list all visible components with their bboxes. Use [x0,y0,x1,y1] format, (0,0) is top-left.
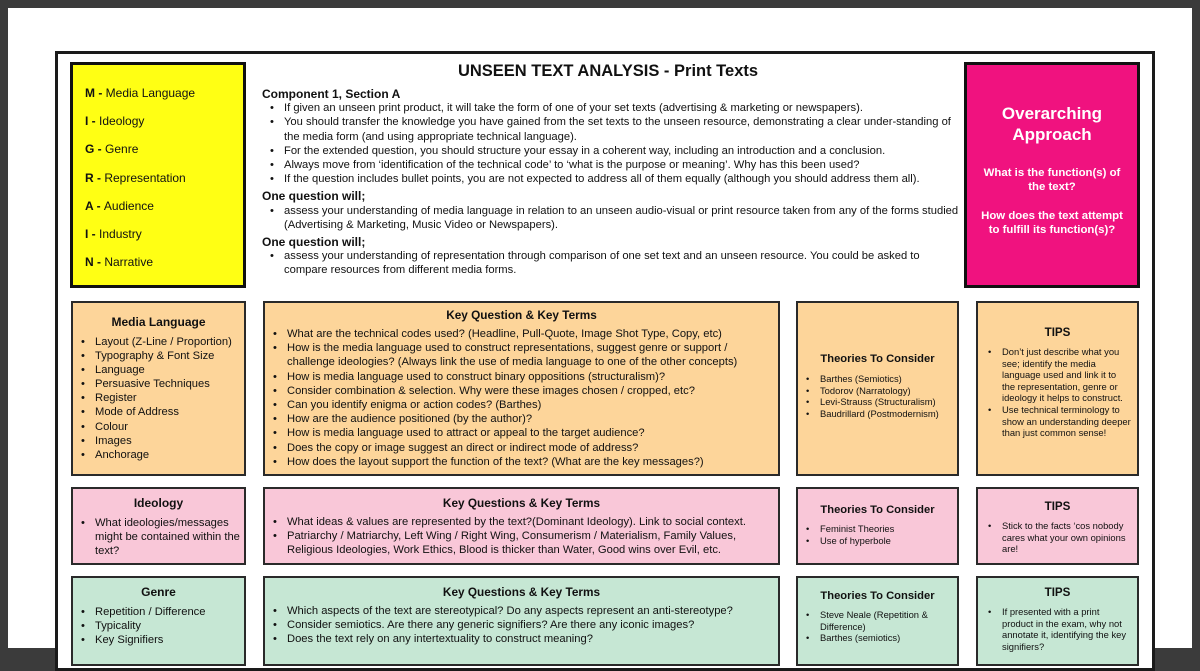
ideology-list [77,516,240,558]
intro-bullet: • Always move from ‘identification of the technical code’ to ‘what is the purpose or meaning’. Why has this been used? [284,158,962,172]
media-language-theory: • Barthes (Semiotics) [820,373,953,385]
genre-tips-box [976,576,1139,666]
media-language-item: • Anchorage [95,448,240,462]
genre-list [77,605,240,647]
ideology-theory: • Use of hyperbole [820,535,953,547]
genre-kq-item: • Consider semiotics. Are there any generic signifiers? Are there any iconic images? [287,618,772,632]
genre-item: • Typicality [95,619,240,633]
mnemonic-label: Industry [99,226,142,241]
mnemonic-dash: - [88,226,100,241]
media-language-theory: • Todorov (Narratology) [820,385,953,397]
mnemonic-item [85,248,243,276]
ideology-tips-list [984,520,1131,555]
mnemonic-box [70,62,246,288]
media-language-kq-item: • How is media language used to construct binary oppositions (structuralism)? [287,370,772,384]
mnemonic-letter: A [85,198,94,213]
question-two-heading: One question will; [262,235,366,250]
media-language-kq-item: • What are the technical codes used? (Headline, Pull-Quote, Image Shot Type, Copy, etc) [287,327,772,341]
genre-kq-item: • Which aspects of the text are stereotypical? Do any aspects represent an anti-stereotype? [287,604,772,618]
mnemonic-dash: - [94,142,106,157]
ideology-box [71,487,246,565]
genre-item: • Repetition / Difference [95,605,240,619]
genre-kq-item: • Does the text rely on any intertextuality to construct meaning? [287,632,772,646]
mnemonic-item [85,107,243,135]
mnemonic-item [85,79,243,107]
ideology-theories-title: Theories To Consider [820,504,935,516]
media-language-item: • Persuasive Techniques [95,377,240,391]
mnemonic-label: Ideology [99,114,145,129]
media-language-item: • Colour [95,420,240,434]
intro-bullet: • If given an unseen print product, it will take the form of one of your set texts (advertising & marketing or newspapers). [284,101,962,115]
media-language-kq-item: • How is the media language used to construct representations, suggest genre or support / challenge ideologies? (Always link the use of media language to one of the other concepts) [287,341,772,369]
genre-tip: • If presented with a print product in the exam, why not annotate it, identifying the key signifiers? [1002,606,1131,652]
intro-bullet: • You should transfer the knowledge you have gained from the set texts to the unseen resource, demonstrating a clear under-standing of the media form (and using appropriate technical language). [284,115,962,143]
mnemonic-letter: M [85,86,95,100]
title-block [258,62,958,81]
title-separator: - [659,62,675,80]
mnemonic-letter: R [85,170,94,185]
mnemonic-label: Media Language [105,86,196,100]
mnemonic-item [85,220,243,248]
genre-title: Genre [141,585,176,599]
media-language-theories-list [802,373,953,419]
ideology-theories-list [802,523,953,546]
ideology-kq-item: • Patriarchy / Matriarchy, Left Wing / Right Wing, Consumerism / Materialism, Family Values, Religious Ideologies, Work Ethics, Blood is thicker than Water, Good wins over Evil, etc. [287,529,772,557]
page-title: UNSEEN TEXT ANALYSIS [457,62,660,80]
mnemonic-label: Representation [104,170,186,185]
component-heading: Component 1, Section A [262,87,401,101]
document-sheet [8,8,1192,652]
ideology-title: Ideology [133,496,184,510]
mnemonic-dash: - [93,170,105,185]
intro-bullet: • For the extended question, you should structure your essay in a coherent way, including an introduction and a conclusion. [284,144,962,158]
media-language-kq-item: • How does the layout support the function of the text? (What are the key messages?) [287,455,772,469]
genre-theory: • Barthes (semiotics) [820,632,953,644]
media-language-tips-box [976,301,1139,476]
genre-theory: • Steve Neale (Repetition & Difference) [820,609,953,632]
media-language-theories-title: Theories To Consider [820,353,935,365]
media-language-tips-list [984,346,1131,439]
media-language-kq-item: • Does the copy or image suggest an direct or indirect mode of address? [287,441,772,455]
page-subtitle: Print Texts [674,62,759,80]
ideology-tips-box [976,487,1139,565]
media-language-item: • Images [95,434,240,448]
intro-bullets [262,101,962,186]
media-language-kq-item: • How are the audience positioned (by the author)? [287,412,772,426]
ideology-tips-title: TIPS [1044,500,1071,513]
ideology-tip: • Stick to the facts ‘cos nobody cares what your own opinions are! [1002,520,1131,555]
genre-theories-box [796,576,959,666]
genre-theories-list [802,609,953,644]
mnemonic-dash: - [93,198,104,213]
media-language-tip: • Use technical terminology to show an understanding deeper than just common sense! [1002,404,1131,439]
ideology-item: • What ideologies/messages might be contained within the text? [95,516,240,558]
genre-theories-title: Theories To Consider [820,590,935,602]
media-language-item: • Language [95,363,240,377]
ideology-kq-item: • What ideas & values are represented by the text?(Dominant Ideology). Link to social context. [287,515,772,529]
question-one-bullet: • assess your understanding of media language in relation to an unseen audio-visual or print resource taken from any of the forms studied (Advertising & Marketing, Music Video or Newspapers). [284,204,962,232]
media-language-kq-item: • Can you identify enigma or action codes? (Barthes) [287,398,772,412]
intro-bullet: • If the question includes bullet points, you are not expected to address all of them equally (although you should address them all). [284,172,962,186]
mnemonic-label: Genre [105,142,139,157]
genre-kq-list [271,604,772,647]
ideology-kq-list [271,515,772,558]
media-language-kq-title: Key Question & Key Terms [446,308,597,322]
mnemonic-dash: - [88,114,100,129]
media-language-kq-item: • How is media language used to attract or appeal to the target audience? [287,426,772,440]
media-language-item: • Register [95,391,240,405]
mnemonic-item [85,164,243,192]
media-language-list [77,335,240,462]
media-language-box [71,301,246,476]
media-language-title: Media Language [111,315,206,329]
mnemonic-list [85,79,243,276]
media-language-key-questions-box [263,301,780,476]
genre-box [71,576,246,666]
mnemonic-item [85,192,243,220]
ideology-theory: • Feminist Theories [820,523,953,535]
question-two-bullet: • assess your understanding of representation through comparison of one set text and an unseen resource. You could be asked to compare resources from different media forms. [284,249,962,277]
ideology-theories-box [796,487,959,565]
mnemonic-item [85,135,243,163]
media-language-kq-list [271,327,772,469]
ideology-kq-title: Key Questions & Key Terms [442,496,601,510]
media-language-tip: • Don’t just describe what you see; identify the media language used and link it to the representation, genre or ideology it helps to construct. [1002,346,1131,404]
media-language-item: • Typography & Font Size [95,349,240,363]
mnemonic-label: Narrative [104,255,154,270]
mnemonic-letter: I [85,226,89,241]
media-language-item: • Mode of Address [95,405,240,419]
approach-question-one: What is the function(s) of the text? [983,167,1121,193]
question-one-heading: One question will; [262,189,366,204]
intro-section [262,87,962,278]
mnemonic-dash: - [93,255,105,270]
mnemonic-letter: N [85,255,94,270]
ideology-key-questions-box [263,487,780,565]
mnemonic-label: Audience [103,198,154,213]
mnemonic-dash: - [95,86,106,100]
mnemonic-letter: G [85,142,95,157]
document-border [55,51,1155,671]
genre-kq-title: Key Questions & Key Terms [442,585,601,599]
approach-title: Overarching Approach [1001,104,1103,144]
media-language-tips-title: TIPS [1044,326,1071,339]
genre-tips-list [984,606,1131,652]
media-language-item: • Layout (Z-Line / Proportion) [95,335,240,349]
genre-item: • Key Signifiers [95,633,240,647]
media-language-theory: • Levi-Strauss (Structuralism) [820,396,953,408]
media-language-theories-box [796,301,959,476]
approach-question-two: How does the text attempt to fulfill its function(s)? [981,210,1123,236]
approach-box [964,62,1140,288]
media-language-theory: • Baudrillard (Postmodernism) [820,408,953,420]
genre-key-questions-box [263,576,780,666]
genre-tips-title: TIPS [1044,586,1071,599]
mnemonic-letter: I [85,114,89,129]
media-language-kq-item: • Consider combination & selection. Why were these images chosen / cropped, etc? [287,384,772,398]
